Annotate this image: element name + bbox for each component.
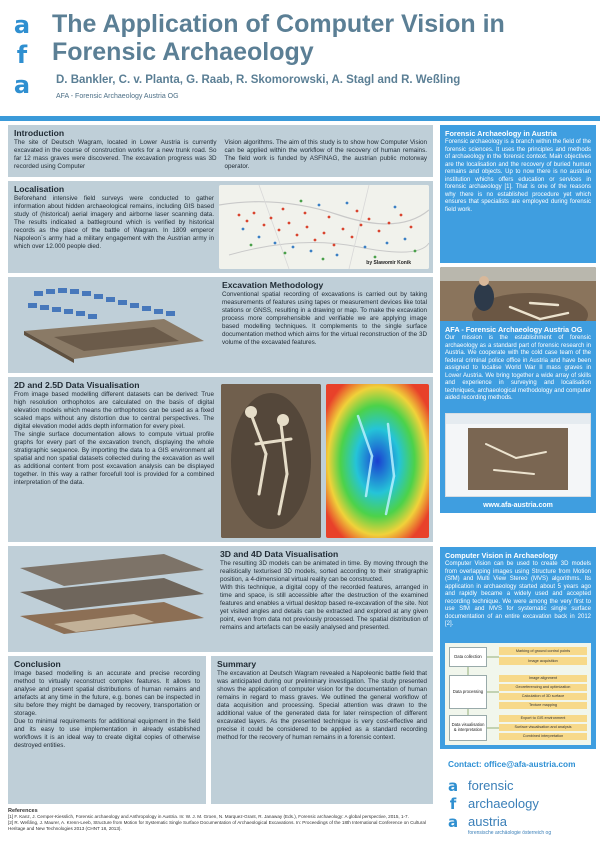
map-graphic (219, 185, 429, 269)
footer-logo-letter-f: f (449, 795, 457, 813)
workflow-step: Combined interpretation (499, 733, 587, 740)
website-screenshot (445, 413, 591, 497)
workflow-diagram (445, 643, 591, 745)
localisation-text: Beforehand intensive field surveys were conducted to gather information about hidden archaeological remains, including GIS based study of (historical) aerial imagery and airborne laser scanning data. The results indicated a battleground which is verified by historical records as the place of the battle of Wagram. In 1809 emperor Napoleon´s army had a military engagement with the Austrian army in which over 12.000 people died. (14, 195, 214, 250)
forensic-archaeology-heading: Forensic Archaeology in Austria (445, 129, 557, 138)
footer-word-austria: austria (468, 814, 508, 829)
workflow-step: Surface visualisation and analysis (499, 724, 587, 731)
visualisation3d-text-2: With this technique, a digital copy of the recorded features, arranged in time and space, is still accessible after the destruction of the examined features and enables a virtual desktop based re-excavation of the site. Not yet visited angles and details can be extracted and explored at any given point, even from data not previously processed. The spatial distribution of remains and artefacts can be easily analysed and presented. (220, 584, 428, 631)
visualisation2d-text-2: The single surface documentation allows to compute virtual profile graphs for every part of the excavation trench, displaying the whole stratigraphic sequence. By importing the data to a GIS environment all spatial and non spatial datasets collected during the excavation as well as additional content from post excavation analysis can be displayed together. In this way a rather forcefull tool is provided for a combined interpretation of the data. (14, 431, 214, 486)
reference-2: [2] R. Weßling, J. Maurer, A. Krenn-Leeb, Structure from Motion for Systematic Single Surface Documentation of Archaeological Excavations. In: Proceedings of the 18th International Conference on Cultural Heritage and New Technologies 2013 (CHNT 18, 2013). (8, 820, 426, 831)
conclusion-text-1: Image based modelling is an accurate and precise recording method to virtually reconstruct complex features. It allows to analyse and present spatial distributions of human remains and artefacts at any time in the future, e.g. bones can be inspected in situ before they might be damaged by recovery, transportation or storage. (14, 670, 200, 717)
logo-letter-a2: a (13, 71, 31, 99)
orthophoto-figure (221, 384, 321, 538)
computer-vision-heading: Computer Vision in Archaeology (445, 551, 558, 560)
afa-box (440, 321, 596, 513)
website-photo-graphic (446, 424, 590, 496)
elevation-model-figure (326, 384, 429, 538)
workflow-step: Export to GIS environment (499, 715, 587, 722)
elevation-model-graphic (326, 384, 429, 538)
excavation-text: Conventional spatial recording of excavations is carried out by taking measurements of features using tapes or measurement devices like total stations or GNSS, resulting in a drawing or map. To make the excavation process more comprehensible and verifiable we are applying image based modelling techniques. It complements to the single surface documentation method which aims for the virtual reconstruction of the 3D volume of the excavated features. (222, 291, 427, 346)
summary-text: The excavation at Deutsch Wagram revealed a Napoleonic battle field that was anticipated during our preliminary investigation. The study presented shows the application of computer vision for the documentation of human remains in regard to mass graves. We outlined the general workflow of data acquisition and processing. Special attention was drawn to the additional value of the generated data for later reinspection of different excavated layers. As the presented technique is very cost-effective and precise it could be considered to be applied as a standard recording method for the recovery of human remains in a forensic context. (217, 670, 427, 741)
summary-panel (211, 656, 433, 804)
references (8, 808, 438, 832)
workflow-step: Georeferencing and optimization (499, 684, 587, 691)
map-credit: by Slawomir Konik (366, 260, 411, 266)
afa-heading: AFA - Forensic Archaeology Austria OG (445, 325, 583, 334)
workflow-step: Image alignment (499, 675, 587, 682)
footer-logo-letter-a: a (447, 777, 459, 795)
footer-word-forensic: forensic (468, 778, 514, 793)
visualisation2d-heading: 2D and 2.5D Data Visualisation (14, 380, 140, 390)
afa-text: Our mission is the establishment of forensic archaeology as a standard part of forensic research in Austria. We cooperate with the cold case team of the federal criminal police office in Austria and have been assigned to localise World War II mass graves in Lower Austria. We bring together a wide array of skills and experience in surveying and localisation techniques, archaeological methodology and computer aided recording methods. (445, 335, 591, 401)
forensic-archaeology-box (440, 125, 596, 263)
excavation-3d-model-figure (14, 281, 210, 369)
forensic-archaeology-text: Forensic archaeology is a branch within the field of the forensic sciences. It uses the principles and methods of archaeology in the forensic context. Main objectives are the localisation and the recovery of buried human remains and objects. Up to now there is no austrian institution whichs offers education or services in forensic archaeology [1]. That is one of the reasons why there is no established procedure yet which ensures that specialists are employed during forensic field work. (445, 139, 591, 213)
workflow-group-collection: Data collection (449, 647, 487, 667)
conclusion-heading: Conclusion (14, 659, 61, 669)
stratigraphic-layers-figure (14, 548, 208, 650)
poster-title: The Application of Computer Vision in Forensic Archaeology (52, 10, 505, 66)
contact-email[interactable]: Contact: office@afa-austria.com (448, 759, 576, 769)
references-heading: References (8, 808, 38, 814)
workflow-step: Texture mapping (499, 702, 587, 709)
visualisation3d-heading: 3D and 4D Data Visualisation (220, 549, 339, 559)
computer-vision-text: Computer Vision can be used to create 3D models from overlapping images using Structure from Motion (SfM) and Multi View Stereo (MVS) algorithms. Its application in archaeology started about 5 years ago and rapidly became a widely used and accepted recording technique. We were among the very first to use SfM and MVS for systematic single surface documentation of an entire excavation back in 2012 [2]. (445, 561, 591, 627)
battlefield-map (219, 185, 429, 269)
conclusion-text-2: Due to minimal requirements for additional equipment in the field and its easy to use implementation in already established workflows it is an ideal way to create digital copies of otherwise destroyed entities. (14, 718, 200, 749)
reference-1: [1] F. Kanz, J. Cemper-Kiesslich, Forensic archaeology and Anthropology in Austria. In: W. J. M. Groen, N. Marquez-Grant, R. Janaway (Eds.), Forensic archaeology: A global perspective, 2015, 1-7. (8, 814, 409, 819)
introduction-heading: Introduction (14, 128, 65, 138)
logo-letter-f: f (16, 41, 28, 69)
localisation-heading: Localisation (14, 184, 65, 194)
introduction-panel (8, 125, 433, 177)
visualisation3d-text-1: The resulting 3D models can be animated in time. By moving through the realistically texturised 3D models, sorted according to their stratigraphic position, a 4-dimensional virtual reality can be constructed. (220, 560, 428, 583)
workflow-step: Marking of ground control points (499, 647, 587, 655)
camera-positions-graphic (14, 281, 210, 369)
header-divider (0, 116, 600, 121)
workflow-step: Image acquisition (499, 657, 587, 665)
footer-word-archaeology: archaeology (468, 796, 539, 811)
footer-tagline: forensische archäologie österreich og (468, 830, 552, 836)
website-url[interactable]: www.afa-austria.com (483, 502, 553, 509)
orthophoto-graphic (221, 384, 321, 538)
logo-letter-a: a (13, 11, 31, 39)
introduction-text-col2: Vision algorithms. The aim of this study is to show how Computer Vision can be applied within the workflow of the recovery of human remains. The field work is funded by ASFINAG, the austrian public motorway operator. (224, 139, 427, 170)
visualisation2d-text-1: From image based modelling different datasets can be derived: True high resolution orthophotos are calculated on the basis of digital elevation models which means the orthophotos can be used as a fixed scaled maps without any distortion due to central perspectives. The digital elevation model adds depth information for every pixel. (14, 391, 214, 430)
workflow-connectors (445, 643, 591, 745)
workflow-step: Calculation of 3D surface (499, 693, 587, 700)
afa-logo (8, 10, 36, 100)
workflow-group-visualisation: Data visualisation & interpretation (449, 715, 487, 741)
affiliation: AFA - Forensic Archaeology Austria OG (56, 93, 179, 100)
right-sidebar (440, 125, 596, 841)
footer-logo-letter-a2: a (447, 813, 459, 831)
authors: D. Bankler, C. v. Planta, G. Raab, R. Skomorowski, A. Stagl and R. Weßling (56, 74, 461, 86)
workflow-group-processing: Data processing (449, 675, 487, 709)
website-header-bar (446, 414, 590, 424)
computer-vision-box (440, 547, 596, 749)
conclusion-panel (8, 656, 206, 804)
footer-logo (446, 775, 596, 835)
summary-heading: Summary (217, 659, 257, 669)
introduction-text-col1: The site of Deutsch Wagram, located in Lower Austria is currently excavated in the course of construction works for a new trunk road. So far 12 mass graves were discovered. The excavation progress was 3D recorded using Computer (14, 139, 217, 170)
layers-graphic (14, 548, 208, 650)
excavation-heading: Excavation Methodology (222, 280, 324, 290)
